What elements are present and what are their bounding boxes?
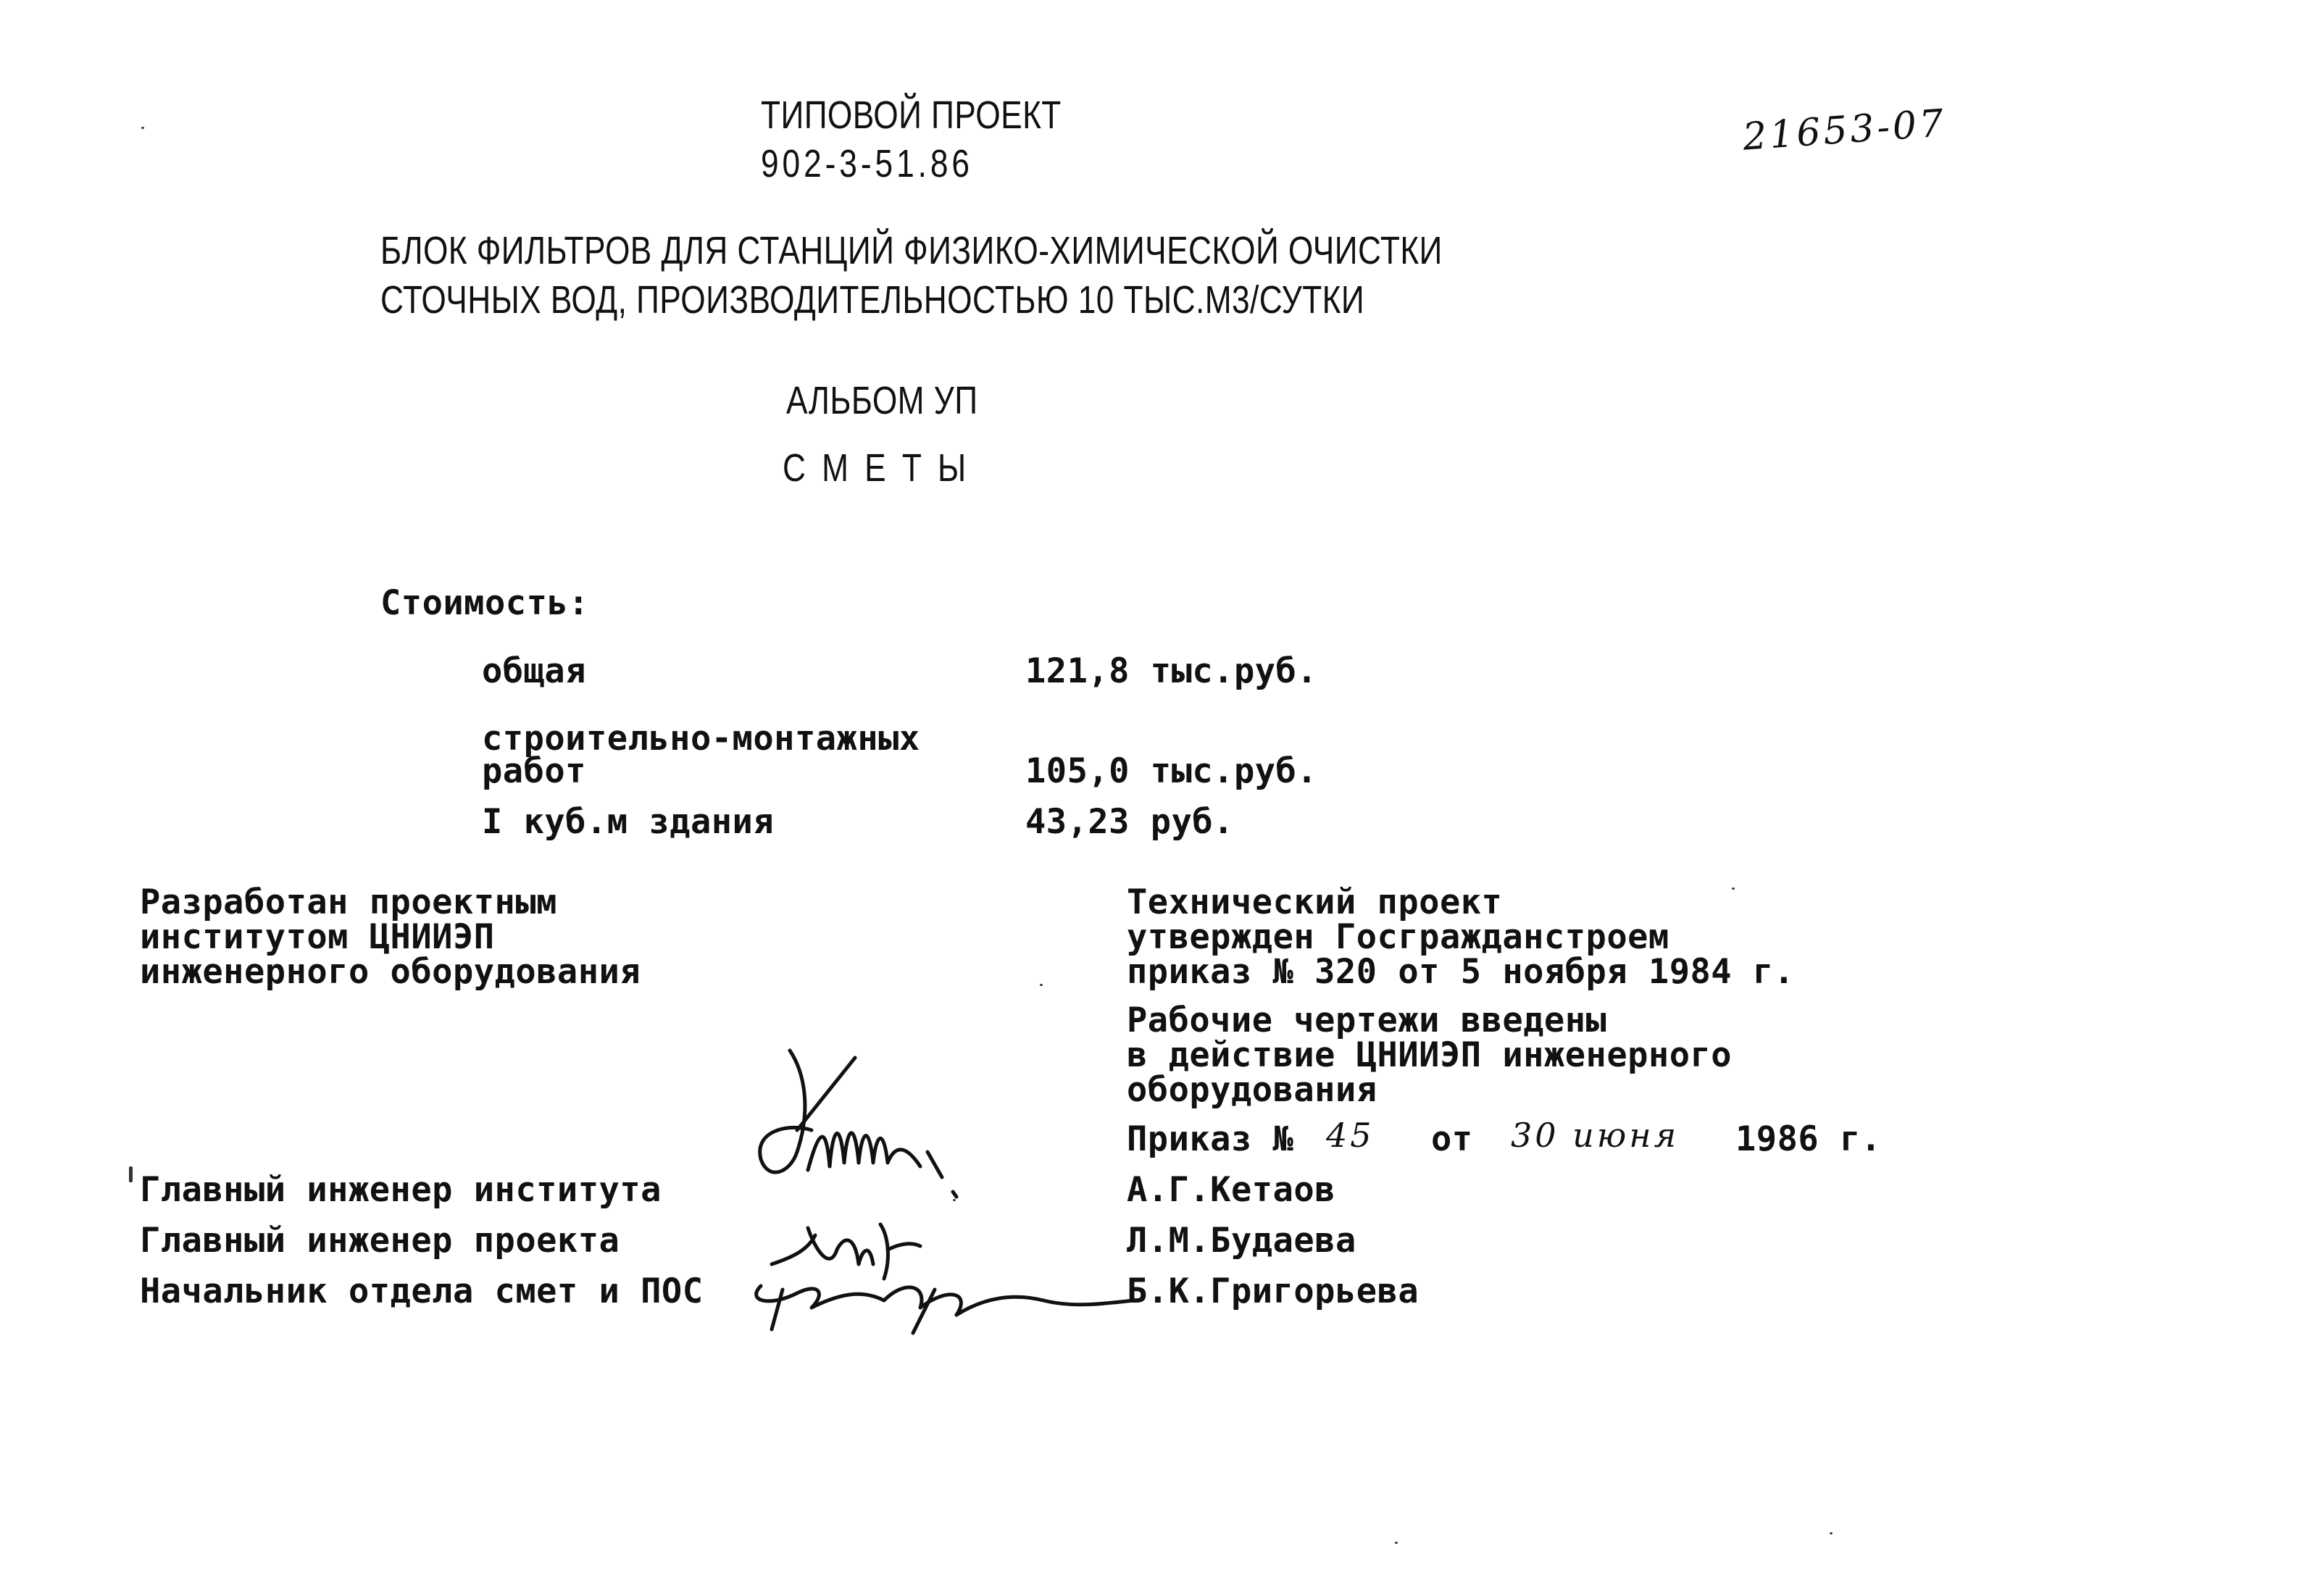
approval-line-2: утвержден Госгражданстроем: [1127, 917, 1669, 957]
cost-cubic-value: 43,23 руб.: [1025, 802, 1234, 842]
order-number: 45: [1326, 1116, 1375, 1155]
developer-line-3: инженерного оборудования: [140, 952, 641, 992]
signature-head-estimates: [739, 1257, 1145, 1337]
project-type: ТИПОВОЙ ПРОЕКТ: [761, 93, 1062, 137]
cost-construction-label-2: работ: [482, 751, 586, 791]
scan-speck: [1732, 887, 1735, 890]
signatory-role-3: Начальник отдела смет и ПОС: [140, 1271, 704, 1311]
scan-speck: [1395, 1542, 1398, 1544]
signatory-role-1: Главный инженер института: [140, 1170, 662, 1210]
cost-construction-value: 105,0 тыс.руб.: [1025, 751, 1318, 791]
scan-speck: [953, 1199, 956, 1201]
scan-speck: [1040, 984, 1043, 986]
developer-block: [140, 882, 641, 992]
archive-number: 21653-07: [1741, 101, 1948, 159]
scan-speck: [141, 127, 144, 129]
cost-total-label: общая: [482, 651, 586, 691]
signatory-name-3: Б.К.Григорьева: [1127, 1271, 1420, 1311]
title-line-2: СТОЧНЫХ ВОД, ПРОИЗВОДИТЕЛЬНОСТЬЮ 10 ТЫС.М3/СУТКИ: [380, 278, 1365, 322]
signatory-role-2: Главный инженер проекта: [140, 1221, 620, 1261]
approval-line-3: приказ № 320 от 5 ноября 1984 г.: [1127, 952, 1795, 992]
order-from: от: [1431, 1119, 1473, 1159]
cost-total-value: 121,8 тыс.руб.: [1025, 651, 1318, 691]
order-year: 1986 г.: [1735, 1119, 1882, 1159]
album-subtitle: С М Е Т Ы: [783, 446, 970, 490]
album-name: АЛЬБОМ УП: [786, 379, 978, 422]
enactment-line-3: оборудования: [1127, 1070, 1377, 1110]
scan-speck: [129, 1166, 133, 1182]
developer-line-1: Разработан проектным: [140, 882, 557, 922]
approval-line-1: Технический проект: [1127, 882, 1503, 922]
signature-chief-engineer-institute: [746, 1043, 985, 1210]
project-number: 902-3-51.86: [761, 142, 973, 185]
order-date: 30 июня: [1511, 1116, 1680, 1155]
approval-block: [1127, 882, 1795, 992]
title-line-1: БЛОК ФИЛЬТРОВ ДЛЯ СТАНЦИЙ ФИЗИКО-ХИМИЧЕСКОЙ ОЧИСТКИ: [380, 229, 1443, 272]
cost-heading: Стоимость:: [380, 583, 589, 623]
cost-construction-label-1: строительно-монтажных: [482, 719, 920, 759]
enactment-line-1: Рабочие чертежи введены: [1127, 1000, 1607, 1040]
signatory-name-2: Л.М.Будаева: [1127, 1221, 1356, 1261]
order-prefix: Приказ №: [1127, 1119, 1294, 1159]
scan-speck: [1830, 1532, 1833, 1534]
enactment-line-2: в действие ЦНИИЭП инженерного: [1127, 1035, 1733, 1075]
cost-cubic-label: I куб.м здания: [482, 802, 775, 842]
signatory-name-1: А.Г.Кетаов: [1127, 1170, 1335, 1210]
developer-line-2: институтом ЦНИИЭП: [140, 917, 495, 957]
enactment-block: [1127, 1000, 1733, 1110]
